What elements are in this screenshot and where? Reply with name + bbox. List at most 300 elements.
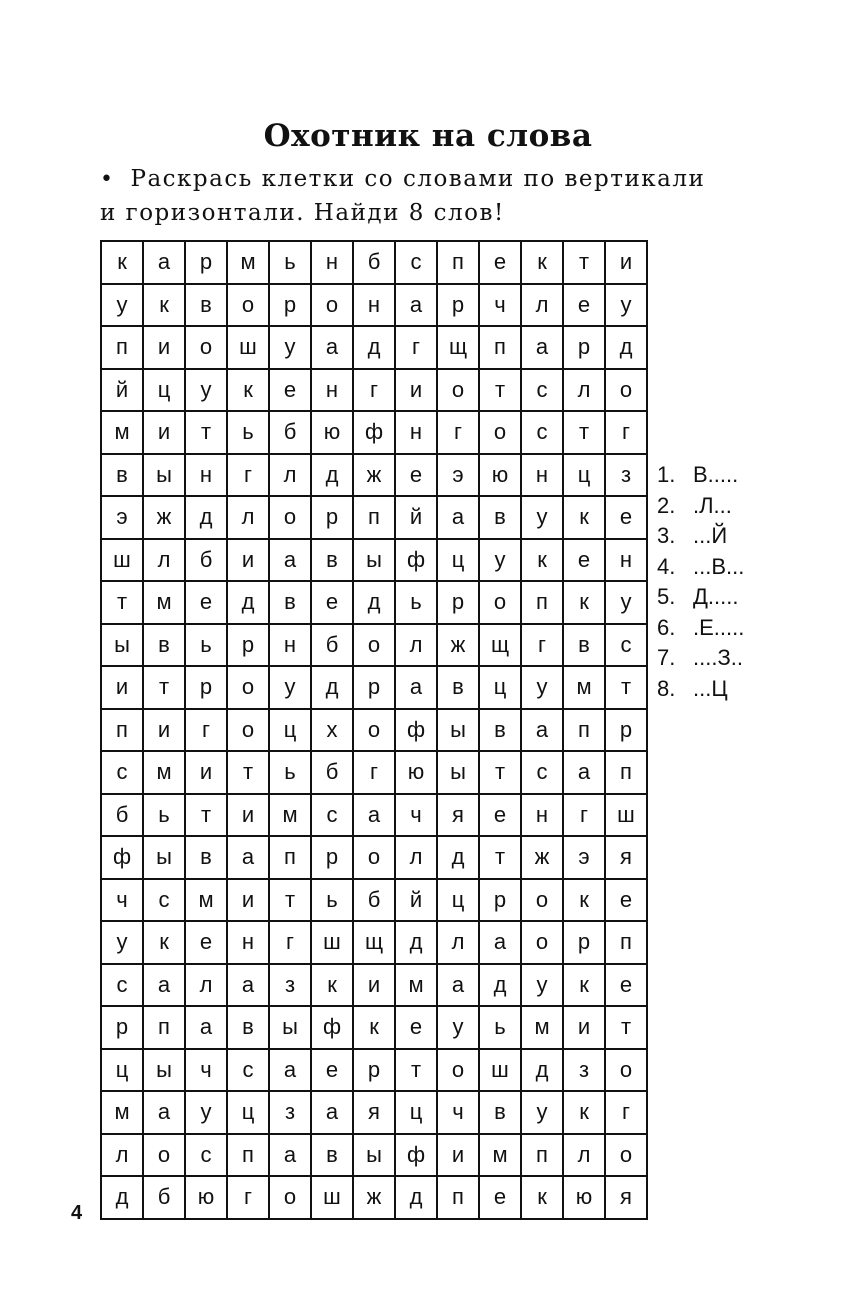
grid-cell[interactable]: к [563, 496, 605, 539]
grid-cell[interactable]: с [227, 1049, 269, 1092]
grid-cell[interactable]: г [521, 624, 563, 667]
grid-cell[interactable]: р [479, 879, 521, 922]
grid-cell[interactable]: р [437, 581, 479, 624]
grid-cell[interactable]: д [311, 666, 353, 709]
grid-cell[interactable]: с [521, 369, 563, 412]
grid-cell[interactable]: г [563, 794, 605, 837]
grid-cell[interactable]: к [227, 369, 269, 412]
grid-cell[interactable]: у [185, 369, 227, 412]
grid-cell[interactable]: л [395, 836, 437, 879]
grid-cell[interactable]: з [269, 964, 311, 1007]
grid-cell[interactable]: д [185, 496, 227, 539]
grid-cell[interactable]: т [185, 411, 227, 454]
grid-cell[interactable]: ы [143, 1049, 185, 1092]
grid-cell[interactable]: т [395, 1049, 437, 1092]
grid-cell[interactable]: у [101, 284, 143, 327]
grid-cell[interactable]: м [479, 1134, 521, 1177]
grid-cell[interactable]: ю [185, 1176, 227, 1219]
grid-cell[interactable]: а [185, 1006, 227, 1049]
grid-cell[interactable]: н [227, 921, 269, 964]
grid-cell[interactable]: д [395, 921, 437, 964]
grid-cell[interactable]: п [521, 581, 563, 624]
grid-cell[interactable]: н [269, 624, 311, 667]
grid-cell[interactable]: б [143, 1176, 185, 1219]
grid-cell[interactable]: л [563, 1134, 605, 1177]
grid-cell[interactable]: т [185, 794, 227, 837]
grid-cell[interactable]: в [437, 666, 479, 709]
grid-cell[interactable]: з [605, 454, 647, 497]
grid-cell[interactable]: с [143, 879, 185, 922]
grid-cell[interactable]: и [101, 666, 143, 709]
grid-cell[interactable]: д [353, 326, 395, 369]
grid-cell[interactable]: о [227, 666, 269, 709]
grid-cell[interactable]: е [605, 496, 647, 539]
grid-cell[interactable]: р [563, 326, 605, 369]
grid-cell[interactable]: щ [479, 624, 521, 667]
grid-cell[interactable]: л [185, 964, 227, 1007]
grid-cell[interactable]: а [311, 1091, 353, 1134]
grid-cell[interactable]: р [311, 836, 353, 879]
grid-cell[interactable]: а [353, 794, 395, 837]
grid-cell[interactable]: м [143, 751, 185, 794]
grid-cell[interactable]: л [437, 921, 479, 964]
grid-cell[interactable]: ю [395, 751, 437, 794]
grid-cell[interactable]: г [353, 369, 395, 412]
grid-cell[interactable]: о [605, 1134, 647, 1177]
grid-cell[interactable]: е [479, 241, 521, 284]
grid-cell[interactable]: л [143, 539, 185, 582]
grid-cell[interactable]: ф [101, 836, 143, 879]
grid-cell[interactable]: у [521, 496, 563, 539]
grid-cell[interactable]: у [521, 964, 563, 1007]
grid-cell[interactable]: э [101, 496, 143, 539]
grid-cell[interactable]: ю [311, 411, 353, 454]
grid-cell[interactable]: б [311, 624, 353, 667]
grid-cell[interactable]: ы [101, 624, 143, 667]
grid-cell[interactable]: р [101, 1006, 143, 1049]
grid-cell[interactable]: ь [479, 1006, 521, 1049]
grid-cell[interactable]: ф [395, 1134, 437, 1177]
grid-cell[interactable]: т [143, 666, 185, 709]
grid-cell[interactable]: ж [143, 496, 185, 539]
grid-cell[interactable]: п [605, 921, 647, 964]
grid-cell[interactable]: с [395, 241, 437, 284]
grid-cell[interactable]: ж [353, 454, 395, 497]
grid-cell[interactable]: м [227, 241, 269, 284]
grid-cell[interactable]: а [227, 836, 269, 879]
grid-cell[interactable]: о [479, 581, 521, 624]
grid-cell[interactable]: з [563, 1049, 605, 1092]
grid-cell[interactable]: д [605, 326, 647, 369]
grid-cell[interactable]: с [521, 411, 563, 454]
grid-cell[interactable]: в [311, 539, 353, 582]
grid-cell[interactable]: е [563, 539, 605, 582]
grid-cell[interactable]: р [353, 1049, 395, 1092]
grid-cell[interactable]: г [227, 454, 269, 497]
grid-cell[interactable]: е [185, 921, 227, 964]
grid-cell[interactable]: ц [395, 1091, 437, 1134]
grid-cell[interactable]: о [437, 1049, 479, 1092]
grid-cell[interactable]: н [605, 539, 647, 582]
grid-cell[interactable]: о [269, 496, 311, 539]
grid-cell[interactable]: к [353, 1006, 395, 1049]
grid-cell[interactable]: я [605, 1176, 647, 1219]
grid-cell[interactable]: а [269, 1049, 311, 1092]
grid-cell[interactable]: ч [101, 879, 143, 922]
grid-cell[interactable]: д [227, 581, 269, 624]
grid-cell[interactable]: а [437, 496, 479, 539]
grid-cell[interactable]: й [395, 496, 437, 539]
grid-cell[interactable]: а [479, 921, 521, 964]
grid-cell[interactable]: н [521, 794, 563, 837]
grid-cell[interactable]: ь [143, 794, 185, 837]
grid-cell[interactable]: р [185, 241, 227, 284]
grid-cell[interactable]: к [101, 241, 143, 284]
grid-cell[interactable]: а [269, 1134, 311, 1177]
grid-cell[interactable]: ц [227, 1091, 269, 1134]
grid-cell[interactable]: п [437, 241, 479, 284]
grid-cell[interactable]: р [437, 284, 479, 327]
grid-cell[interactable]: ц [563, 454, 605, 497]
grid-cell[interactable]: з [269, 1091, 311, 1134]
grid-cell[interactable]: т [479, 836, 521, 879]
grid-cell[interactable]: о [353, 624, 395, 667]
grid-cell[interactable]: ю [563, 1176, 605, 1219]
grid-cell[interactable]: ц [437, 539, 479, 582]
grid-cell[interactable]: г [185, 709, 227, 752]
grid-cell[interactable]: о [521, 921, 563, 964]
grid-cell[interactable]: л [395, 624, 437, 667]
grid-cell[interactable]: и [605, 241, 647, 284]
grid-cell[interactable]: б [311, 751, 353, 794]
grid-cell[interactable]: у [605, 581, 647, 624]
grid-cell[interactable]: д [479, 964, 521, 1007]
grid-cell[interactable]: в [479, 1091, 521, 1134]
grid-cell[interactable]: а [395, 666, 437, 709]
grid-cell[interactable]: е [395, 454, 437, 497]
grid-cell[interactable]: д [437, 836, 479, 879]
grid-cell[interactable]: а [521, 709, 563, 752]
grid-cell[interactable]: в [563, 624, 605, 667]
grid-cell[interactable]: ф [395, 709, 437, 752]
grid-cell[interactable]: а [143, 1091, 185, 1134]
grid-cell[interactable]: е [563, 284, 605, 327]
grid-cell[interactable]: с [521, 751, 563, 794]
grid-cell[interactable]: в [185, 284, 227, 327]
grid-cell[interactable]: у [185, 1091, 227, 1134]
grid-cell[interactable]: г [605, 1091, 647, 1134]
grid-cell[interactable]: о [521, 879, 563, 922]
grid-cell[interactable]: р [605, 709, 647, 752]
grid-cell[interactable]: н [311, 241, 353, 284]
grid-cell[interactable]: ы [143, 836, 185, 879]
grid-cell[interactable]: т [479, 751, 521, 794]
grid-cell[interactable]: д [521, 1049, 563, 1092]
grid-cell[interactable]: е [395, 1006, 437, 1049]
grid-cell[interactable]: у [269, 666, 311, 709]
grid-cell[interactable]: с [311, 794, 353, 837]
grid-cell[interactable]: у [269, 326, 311, 369]
grid-cell[interactable]: х [311, 709, 353, 752]
grid-cell[interactable]: а [311, 326, 353, 369]
grid-cell[interactable]: ч [185, 1049, 227, 1092]
grid-cell[interactable]: я [353, 1091, 395, 1134]
grid-cell[interactable]: ц [269, 709, 311, 752]
grid-cell[interactable]: т [269, 879, 311, 922]
grid-cell[interactable]: и [437, 1134, 479, 1177]
grid-cell[interactable]: п [437, 1176, 479, 1219]
grid-cell[interactable]: р [185, 666, 227, 709]
grid-cell[interactable]: с [101, 964, 143, 1007]
grid-cell[interactable]: т [605, 666, 647, 709]
grid-cell[interactable]: у [521, 666, 563, 709]
grid-cell[interactable]: е [311, 1049, 353, 1092]
grid-cell[interactable]: ш [311, 921, 353, 964]
grid-cell[interactable]: в [269, 581, 311, 624]
grid-cell[interactable]: а [143, 964, 185, 1007]
grid-cell[interactable]: ь [185, 624, 227, 667]
grid-cell[interactable]: щ [353, 921, 395, 964]
grid-cell[interactable]: е [479, 1176, 521, 1219]
grid-cell[interactable]: г [605, 411, 647, 454]
grid-cell[interactable]: о [605, 1049, 647, 1092]
grid-cell[interactable]: у [101, 921, 143, 964]
grid-cell[interactable]: о [479, 411, 521, 454]
grid-cell[interactable]: й [395, 879, 437, 922]
grid-cell[interactable]: т [563, 241, 605, 284]
grid-cell[interactable]: б [353, 241, 395, 284]
grid-cell[interactable]: а [521, 326, 563, 369]
grid-cell[interactable]: ю [479, 454, 521, 497]
grid-cell[interactable]: в [101, 454, 143, 497]
grid-cell[interactable]: у [605, 284, 647, 327]
grid-cell[interactable]: е [311, 581, 353, 624]
grid-cell[interactable]: с [101, 751, 143, 794]
grid-cell[interactable]: р [269, 284, 311, 327]
grid-cell[interactable]: н [185, 454, 227, 497]
grid-cell[interactable]: м [185, 879, 227, 922]
grid-cell[interactable]: о [605, 369, 647, 412]
grid-cell[interactable]: ы [269, 1006, 311, 1049]
grid-cell[interactable]: о [185, 326, 227, 369]
grid-cell[interactable]: о [353, 709, 395, 752]
grid-cell[interactable]: т [227, 751, 269, 794]
grid-cell[interactable]: и [353, 964, 395, 1007]
grid-cell[interactable]: а [143, 241, 185, 284]
grid-cell[interactable]: л [563, 369, 605, 412]
grid-cell[interactable]: д [395, 1176, 437, 1219]
grid-cell[interactable]: о [353, 836, 395, 879]
grid-cell[interactable]: и [227, 539, 269, 582]
answer-hint-number: 4. [657, 553, 676, 579]
grid-cell[interactable]: а [227, 964, 269, 1007]
grid-cell[interactable]: р [227, 624, 269, 667]
grid-cell[interactable]: м [395, 964, 437, 1007]
grid-cell[interactable]: к [311, 964, 353, 1007]
grid-cell[interactable]: к [521, 539, 563, 582]
grid-cell[interactable]: о [143, 1134, 185, 1177]
grid-cell[interactable]: п [101, 709, 143, 752]
grid-cell[interactable]: п [269, 836, 311, 879]
grid-cell[interactable]: м [101, 1091, 143, 1134]
grid-cell[interactable]: ц [479, 666, 521, 709]
grid-cell[interactable]: п [143, 1006, 185, 1049]
grid-cell[interactable]: у [437, 1006, 479, 1049]
grid-cell[interactable]: л [269, 454, 311, 497]
grid-cell[interactable]: е [269, 369, 311, 412]
grid-cell[interactable]: я [605, 836, 647, 879]
grid-cell[interactable]: у [479, 539, 521, 582]
grid-cell[interactable]: к [563, 581, 605, 624]
grid-cell[interactable]: ь [395, 581, 437, 624]
grid-cell[interactable]: ы [143, 454, 185, 497]
grid-cell[interactable]: к [563, 1091, 605, 1134]
grid-cell[interactable]: ы [353, 1134, 395, 1177]
grid-cell[interactable]: д [353, 581, 395, 624]
grid-cell[interactable]: м [143, 581, 185, 624]
grid-cell[interactable]: в [479, 709, 521, 752]
grid-cell[interactable]: г [353, 751, 395, 794]
grid-cell[interactable]: п [605, 751, 647, 794]
grid-cell[interactable]: и [143, 411, 185, 454]
grid-cell[interactable]: ш [101, 539, 143, 582]
grid-cell[interactable]: е [479, 794, 521, 837]
grid-cell[interactable]: л [101, 1134, 143, 1177]
grid-cell[interactable]: е [185, 581, 227, 624]
grid-cell[interactable]: м [101, 411, 143, 454]
grid-cell[interactable]: р [563, 921, 605, 964]
grid-cell[interactable]: п [521, 1134, 563, 1177]
grid-cell[interactable]: ь [269, 241, 311, 284]
grid-cell[interactable]: ж [353, 1176, 395, 1219]
grid-cell[interactable]: и [185, 751, 227, 794]
grid-cell[interactable]: о [437, 369, 479, 412]
grid-cell[interactable]: и [563, 1006, 605, 1049]
grid-cell[interactable]: л [227, 496, 269, 539]
grid-cell[interactable]: щ [437, 326, 479, 369]
grid-cell[interactable]: н [353, 284, 395, 327]
grid-cell[interactable]: ц [143, 369, 185, 412]
grid-cell[interactable]: м [563, 666, 605, 709]
grid-cell[interactable]: ч [437, 1091, 479, 1134]
grid-cell[interactable]: я [437, 794, 479, 837]
grid-cell[interactable]: в [311, 1134, 353, 1177]
grid-cell[interactable]: с [185, 1134, 227, 1177]
grid-cell[interactable]: р [311, 496, 353, 539]
grid-cell[interactable]: а [395, 284, 437, 327]
grid-cell[interactable]: р [353, 666, 395, 709]
grid-cell[interactable]: л [521, 284, 563, 327]
grid-cell[interactable]: т [479, 369, 521, 412]
grid-cell[interactable]: ж [437, 624, 479, 667]
grid-cell[interactable]: в [143, 624, 185, 667]
grid-cell[interactable]: ы [353, 539, 395, 582]
grid-cell[interactable]: с [605, 624, 647, 667]
grid-cell[interactable]: в [479, 496, 521, 539]
grid-cell[interactable]: к [563, 879, 605, 922]
grid-cell[interactable]: и [395, 369, 437, 412]
grid-cell[interactable]: б [353, 879, 395, 922]
grid-cell[interactable]: к [143, 921, 185, 964]
grid-cell[interactable]: и [143, 709, 185, 752]
grid-cell[interactable]: а [437, 964, 479, 1007]
grid-cell[interactable]: о [227, 284, 269, 327]
grid-cell[interactable]: н [395, 411, 437, 454]
grid-cell[interactable]: н [311, 369, 353, 412]
grid-cell[interactable]: ь [227, 411, 269, 454]
grid-cell[interactable]: т [101, 581, 143, 624]
grid-cell[interactable]: ы [437, 709, 479, 752]
grid-cell[interactable]: о [269, 1176, 311, 1219]
grid-cell[interactable]: к [563, 964, 605, 1007]
grid-cell[interactable]: ш [479, 1049, 521, 1092]
grid-cell[interactable]: г [437, 411, 479, 454]
grid-cell[interactable]: т [563, 411, 605, 454]
grid-cell[interactable]: и [143, 326, 185, 369]
grid-cell[interactable]: д [311, 454, 353, 497]
grid-cell[interactable]: к [521, 241, 563, 284]
grid-cell[interactable]: г [227, 1176, 269, 1219]
grid-cell[interactable]: е [605, 879, 647, 922]
grid-cell[interactable]: у [521, 1091, 563, 1134]
grid-cell[interactable]: ц [437, 879, 479, 922]
grid-cell[interactable]: к [143, 284, 185, 327]
grid-cell[interactable]: ь [269, 751, 311, 794]
grid-cell[interactable]: г [395, 326, 437, 369]
grid-cell[interactable]: ф [353, 411, 395, 454]
grid-cell[interactable]: й [101, 369, 143, 412]
grid-cell[interactable]: м [521, 1006, 563, 1049]
grid-cell[interactable]: ь [311, 879, 353, 922]
grid-cell[interactable]: п [479, 326, 521, 369]
grid-cell[interactable]: о [227, 709, 269, 752]
grid-cell[interactable]: к [521, 1176, 563, 1219]
grid-cell[interactable]: б [269, 411, 311, 454]
grid-cell[interactable]: б [185, 539, 227, 582]
grid-cell[interactable]: б [101, 794, 143, 837]
grid-cell[interactable]: п [353, 496, 395, 539]
grid-cell[interactable]: в [227, 1006, 269, 1049]
grid-cell[interactable]: м [269, 794, 311, 837]
grid-cell[interactable]: ж [521, 836, 563, 879]
grid-cell[interactable]: т [605, 1006, 647, 1049]
grid-cell[interactable]: д [101, 1176, 143, 1219]
grid-cell[interactable]: п [101, 326, 143, 369]
grid-cell[interactable]: э [563, 836, 605, 879]
grid-cell[interactable]: ф [311, 1006, 353, 1049]
grid-cell[interactable]: ч [395, 794, 437, 837]
grid-cell[interactable]: и [227, 794, 269, 837]
grid-cell[interactable]: в [185, 836, 227, 879]
grid-cell[interactable]: а [563, 751, 605, 794]
grid-cell[interactable]: ш [311, 1176, 353, 1219]
grid-cell[interactable]: н [521, 454, 563, 497]
grid-cell[interactable]: а [269, 539, 311, 582]
grid-cell[interactable]: ч [479, 284, 521, 327]
grid-cell[interactable]: ц [101, 1049, 143, 1092]
grid-cell[interactable]: г [269, 921, 311, 964]
grid-cell[interactable]: э [437, 454, 479, 497]
grid-cell[interactable]: п [563, 709, 605, 752]
grid-cell[interactable]: ф [395, 539, 437, 582]
grid-cell[interactable]: ы [437, 751, 479, 794]
grid-cell[interactable]: и [227, 879, 269, 922]
grid-cell[interactable]: ш [227, 326, 269, 369]
grid-cell[interactable]: о [311, 284, 353, 327]
grid-cell[interactable]: п [227, 1134, 269, 1177]
grid-cell[interactable]: ш [605, 794, 647, 837]
grid-cell[interactable]: е [605, 964, 647, 1007]
